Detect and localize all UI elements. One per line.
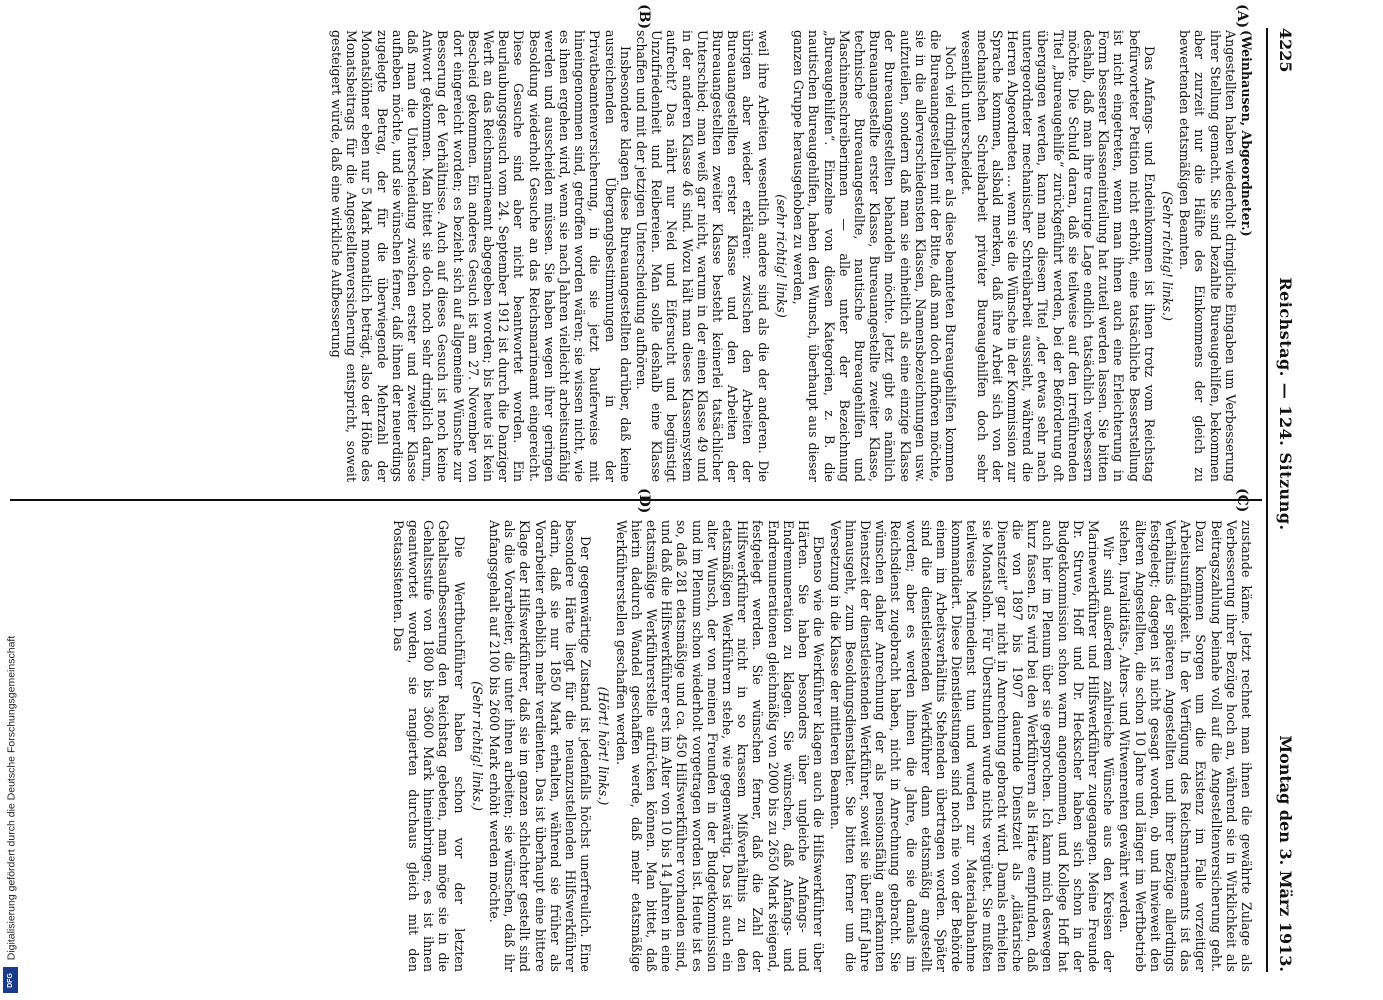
paragraph: Die Werftbuchführer haben schon vor der letzten Gehaltsaufbesserung den Reichstag gebeten, man möge sie in die Gehaltsstufe von 1800 bis 3600 Mark hineinbringen; es ist ihnen geantwortet worden, sie rangierten durchaus gleich mit den Postassistenten. Das <box>390 520 467 972</box>
right-column <box>10 520 1254 972</box>
header-page-number: 4225 <box>1276 28 1296 73</box>
reaction: (sehr richtig! links) <box>773 194 789 318</box>
paragraph: Insbesondere klagen diese Bureauangestellten darüber, daß keine ausreichenden Übergangsbestimmungen in der Privatbeamtenversicherung, in die sie jetzt bauferweise mit hineingenommen sind, getroffen worden wären; sie wissen nicht, wie es ihnen ergehen wird, wenn sie nach Jahren vielleicht arbeitsunfähig werden und ausscheiden müssen. Sie haben wegen ihrer geringen Besoldung wiederholt Gesuche an das Reichsmarineamt eingereicht. Diese Gesuche sind aber nicht beantwortet worden. Ein Beurlaubungsgesuch vom 24. September 1912 ist durch die Danziger Werft an das Reichsmarineamt abgegeben worden; bis heute ist kein Bescheid gekommen. Ein anderes Gesuch ist am 27. November von dort eingereicht worden; es bezieht sich auf allgemeine Wünsche zur Besserung der Verhältnisse. Auch auf dieses Gesuch ist noch keine Antwort gekommen. Man bittet sie doch noch sehr dringlich darum, daß man die Unterscheidung zwischen erster und zweiter Klasse aufheben möchte, und sie wünschen ferner, daß ihnen der neuerdings zugelegte Betrag, der für die überwiegende Mehrzahl der Monatslöhner eben nur 5 Mark monatlich beträgt, also der Höhe des Monatsbeitrags für die Angestelltenversicherung entspricht, soweit gesteigert würde, daß eine wirkliche Aufbesserung <box>329 30 633 482</box>
credit-text: Digitalisierung gefördert durch die Deutsche Forschungsgemeinschaft <box>5 635 18 961</box>
paragraph: Wir sind außerdem zahlreiche Wünsche aus den Kreisen der Marinewerkführer und Hilfswerkführer zugegangen. Meine Freunde Dr. Struve, Hoff und Dr. Heckscher haben sich schon in der Budgetkommission schon warm angenommen, und Kollege Hoff hat auch hier im Plenum über sie gesprochen. Ich kann mich deswegen kurz fassen. Es wird bei den Werkführern als Härte empfunden, daß die von 1897 bis 1907 dauernde Dienstzeit als „diätarische Dienstzeit“ gar nicht in Anrechnung gebracht wird. Damals erhielten sie Monatslohn. Für Überstunden wurde nichts vergütet. Sie mußten teilweise Marinedienst tun und wurden zur Materialabnahme kommandiert. Diese Dienstleistungen sind noch nie von der Behörde einem im Arbeitsverhältnis Stehenden übertragen worden. Später sind die dienstleistenden Werkführer dann etatsmäßig angestellt worden; aber es werden ihnen die Jahre, die sie damals im Reichsdienst zugebracht haben, nicht in Anrechnung gebracht. Sie wünschen daher Anrechnung der als pensionsfähig anerkannten Dienstzeit der dienstleistenden Werkführer, soweit sie über fünf Jahre hinausgeht, zum Besoldungsdienstalter. Sie bitten ferner um die Versetzung in die Klasse der mittleren Beamten. <box>827 520 1117 972</box>
paragraph: Das Anfangs- und Endeinkommen ist ihnen trotz vom Reichstag befürworteter Petition nicht erhöht, eine tatsächliche Besserstellung ist nicht eingetreten, wenn man ihnen auch eine Erleichterung in Form besserer Klasseneinteilung hat zuteil werden lassen. Sie bitten deshalb, daß man ihre traurige Lage endlich tatsächlich verbessern möchte. Die Schuld daran, daß sie teilweise auf den irreführenden Titel „Bureaugehilfe“ zurückgeführt werden, bei der Beförderung oft übergangen werden, kann man diesem Titel „der etwas sehr nach untergeordneter mechanischer Schreibarbeit aussieht, während die Herren Abgeordneten ... wenn sie die Wünsche in der Kommission zur Sprache kommen, alsbald merken, daß ihre Arbeit sich von der mechanischen Schreibarbeit privater Bureaugehilfen doch sehr wesentlich unterscheidet. <box>959 30 1157 482</box>
margin-marker-a: (A) <box>1234 4 1250 29</box>
margin-marker-d: (D) <box>636 488 652 514</box>
reaction: (Sehr richtig! links.) <box>1159 191 1175 321</box>
reaction: (Sehr richtig! links.) <box>469 681 485 811</box>
margin-marker-c: (C) <box>1234 488 1250 513</box>
paragraph: Ebenso wie die Werkführer klagen auch die Hilfswerkführer über Härten. Sie haben besonders über ungleiche Anfangs- und Endremuneration zu klagen. Sie wünschen, daß Anfangs- und Endremunerationen gleichmäßig von 2000 bis zu 2650 Mark steigend, festgelegt werden. Sie wünschen ferner, daß die Zahl der Hilfswerkführer nicht in so krassem Mißverhältnis zu den etatsmäßigen Werkführern stehe, wie gegenwärtig. Das ist auch ein alter Wunsch, der von meinen Freunden in der Budgetkommission und im Plenum schon wiederholt vorgetragen worden ist. Heute ist es so, daß 281 etatsmäßige und ca. 450 Hilfswerkführer vorhanden sind, und daß die Hilfswerkführer erst im Alter von 10 bis 14 Jahren in eine etatsmäßige Werkführerstelle aufrücken können. Man bittet, daß hierin dadurch Wandel geschaffen werde, daß mehr etatsmäßige Werkführerstellen geschaffen werden. <box>613 520 827 972</box>
margin-marker-b: (B) <box>636 4 652 30</box>
paragraph: weil ihre Arbeiten wesentlich andere sind als die der anderen. Die übrigen aber wieder erklären: zwischen den Arbeiten der Bureauangestellten erster Klasse und den Arbeiten der Bureauangestellten zweiter Klasse besteht keinerlei tatsächlicher Unterschied; man weiß gar nicht, warum in der einen Klasse 49 und in der anderen Klasse 46 sind. Wozu hält man dieses Klassensystem aufrecht? Das nährt nur Neid und Eifersucht und begünstigt Unzufriedenheit und Reibereien. Man solle deshalb eine Klasse schaffen und mit der jetzigen Unterscheidung aufhören. <box>634 30 771 482</box>
paragraph: zustande käme. Jetzt rechnet man ihnen die gewährte Zulage als Verbesserung ihrer Bezüge hoch an, während sie in Wirklichkeit als Beitragszahlung beinahe voll auf die Angestelltenversicherung geht. Dazu kommen Sorgen um die Existenz im Falle vorzeitiger Arbeitsunfähigkeit. In der Verfügung des Reichsmarineamts ist das Verhältnis der späteren Angestellten und ihrer Bezüge allerdings festgelegt; dagegen ist nicht gesagt worden, ob und inwieweit den älteren Angestellten, die schon 10 Jahre und länger im Werftbetrieb stehen, Invaliditäts-, Alters- und Witwenrenten gewährt werden. <box>1117 520 1254 972</box>
speaker-label: (Weinhausen, Abgeordneter.) <box>1239 30 1254 237</box>
paragraph: Angestellten haben wiederholt dringliche Eingaben um Verbesserung ihrer Stellung gemacht. Sie sind bezahlte Bureaugehilfen, bekommen aber zurzeit nur die Hälfte des Einkommens der gleich zu bewertenden etatsmäßigen Beamten. <box>1177 30 1238 482</box>
dfg-logo <box>3 967 18 993</box>
paragraph: Der gegenwärtige Zustand ist jedenfalls höchst unerfreulich. Eine besondere Härte liegt für die neuanzustellenden Hilfswerkführer darin, daß sie nur 1850 Mark erhalten, während sie früher als Vorarbeiter erheblich mehr verdienten. Das ist überhaupt eine bittere Klage der Hilfswerkführer, daß sie im ganzen schlechter gestellt sind als die Vorarbeiter, die unter ihnen arbeiten; sie wünschen, daß ihr Anfangsgehalt auf 2100 bis 2600 Mark erhöht werden möchte. <box>487 520 594 972</box>
header-date: Montag den 3. März 1913. <box>1276 735 1296 972</box>
digitization-credit <box>2 606 20 990</box>
header-title: Reichstag. — 124. Sitzung. <box>1276 277 1296 531</box>
left-column <box>10 30 1254 482</box>
paragraph: Noch viel dringlicher als diese beamteten Bureaugehilfen kommen die Bureauangestellten mit der Bitte, daß man doch aufhören möchte, sie in die allerverschiedensten Klassen, Namensbezeichnungen usw. aufzuteilen, sondern daß man sie einheitlich als eine einzige Klasse der Bureauangestellten behandeln möchte. Jetzt gibt es nämlich Bureauangestellte erster Klasse, Bureauangestellte zweiter Klasse, technische Bureauangestellte, nautische Bureaugehilfen und Maschinenschreiberinnen — alle unter der Bezeichnung „Bureaugehilfen“. Einzelne von diesen Kategorien, z. B. die nautischen Bureaugehilfen, haben den Wunsch, überhaupt aus dieser ganzen Gruppe herausgehoben zu werden, <box>791 30 959 482</box>
dfg-logo-text: DFG <box>7 972 14 988</box>
rotated-document-page <box>2 0 1312 1000</box>
page-header <box>1266 28 1304 972</box>
reaction: (Hört! hört! links.) <box>596 686 612 806</box>
